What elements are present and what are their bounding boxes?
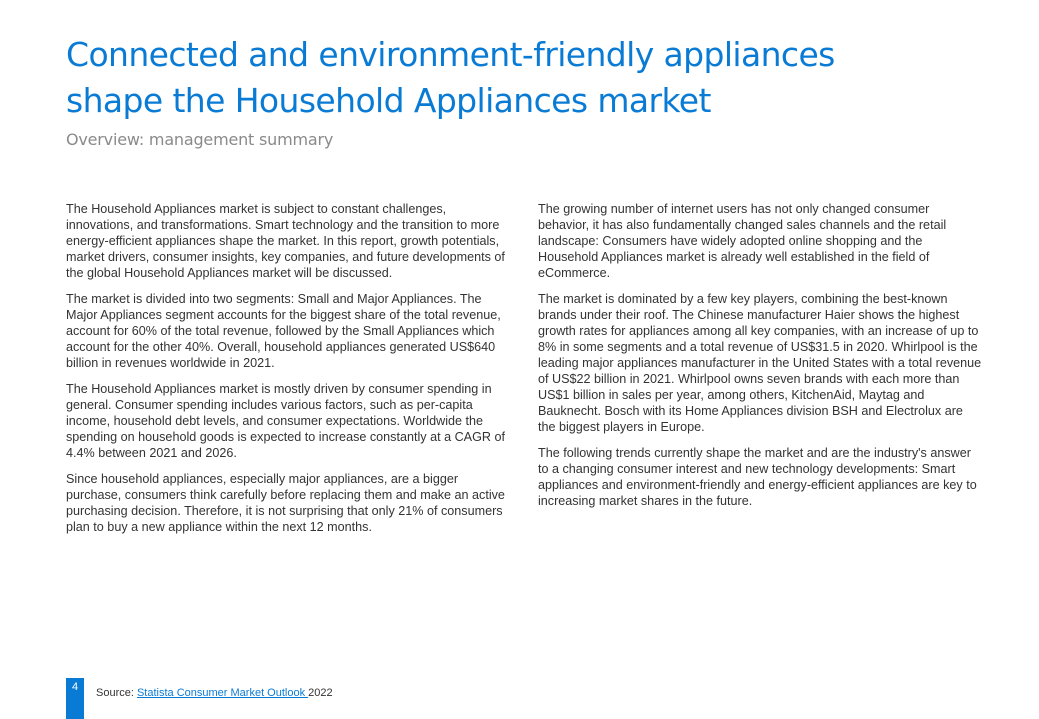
paragraph: The market is dominated by a few key players, combining the best-known brands under their roof. The Chinese manufacturer Haier shows the highest growth rates for appliances among all key companies, with an increase of up to 8% in some segments and a total revenue of US$31.5 in 2020. Whirlpool is the leading major appliances manufacturer in the United States with a total revenue of US$22 billion in 2021. Whirlpool owns seven brands with each more than US$1 billion in sales per year, among others, KitchenAid, Maytag and Bauknecht. Bosch with its Home Appliances division BSH and Electrolux are the biggest players in Europe. (538, 292, 982, 434)
source-year: 2022 (308, 687, 333, 699)
page-title (66, 32, 966, 124)
page-subtitle: Overview: management summary (66, 130, 334, 149)
right-text-column (538, 201, 983, 519)
paragraph: The market is divided into two segments: Small and Major Appliances. The Major Appliances segment accounts for the biggest share of the total revenue, account for 60% of the total revenue, followed by the Small Appliances which account for the other 40%. Overall, household appliances generated US$640 billion in revenues worldwide in 2021. (66, 292, 501, 370)
paragraph: The following trends currently shape the market and are the industry's answer to a changing consumer interest and new technology developments: Smart appliances and environment-friendly and energy-efficient appliances are key to increasing market shares in the future. (538, 446, 977, 508)
paragraph: Since household appliances, especially major appliances, are a bigger purchase, consumers think carefully before replacing them and make an active purchasing decision. Therefore, it is not surprising that only 21% of consumers plan to buy a new appliance within the next 12 months. (66, 472, 505, 534)
source-link[interactable]: Statista Consumer Market Outlook (136, 687, 309, 699)
source-note (96, 687, 333, 699)
paragraph: The Household Appliances market is mostly driven by consumer spending in general. Consumer spending includes various factors, such as per-capita income, household debt levels, and consumer expectations. Worldwide the spending on household goods is expected to increase constantly at a CAGR of 4.4% between 2021 and 2026. (66, 382, 505, 460)
page-number-badge: 4 (66, 678, 84, 719)
left-text-column (66, 201, 506, 545)
paragraph: The Household Appliances market is subject to constant challenges, innovations, and transformations. Smart technology and the transition to more energy-efficient appliances shape the market. In this report, growth potentials, market drivers, consumer insights, key companies, and future developments of the global Household Appliances market will be discussed. (66, 202, 505, 280)
paragraph: The growing number of internet users has not only changed consumer behavior, it has also fundamentally changed sales channels and the retail landscape: Consumers have widely adopted online shopping and the Household Appliances market is already well established in the field of eCommerce. (538, 202, 947, 280)
page-title-line-1: Connected and environment-friendly appliances (66, 35, 835, 74)
source-prefix: Source: (96, 687, 137, 699)
page-title-line-2: shape the Household Appliances market (66, 81, 711, 120)
